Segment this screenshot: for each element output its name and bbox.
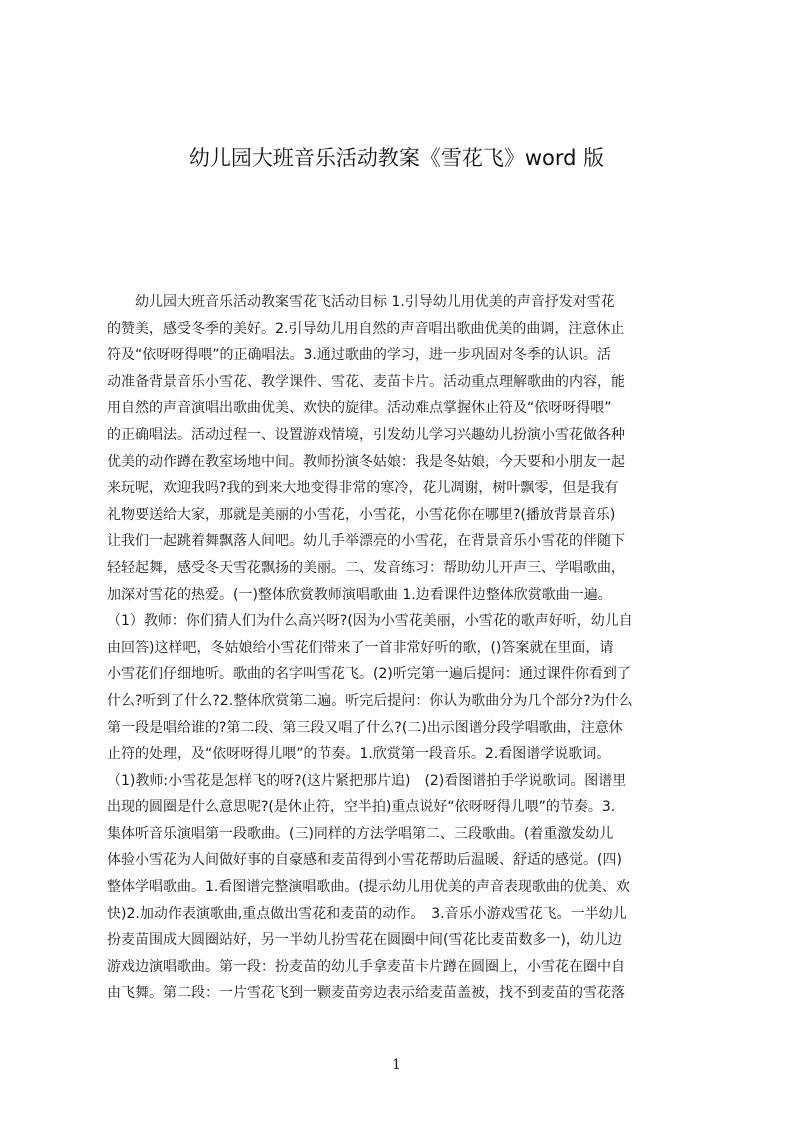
body-line: 符及“依呀呀得喂”的正确唱法。3.通过歌曲的学习，进一步巩固对冬季的认识。活 [107,347,611,364]
body-line: 让我们一起跳着舞飘落人间吧。幼儿手举漂亮的小雪花，在背景音乐小雪花的伴随下 [107,533,625,550]
body-line: 幼儿园大班音乐活动教案雪花飞活动目标 1.引导幼儿用优美的声音抒发对雪花 [107,294,615,310]
body-line: 游戏边演唱歌曲。第一段：扮麦苗的幼儿手拿麦苗卡片蹲在圆圈上，小雪花在圈中自 [107,958,625,975]
body-line: 体验小雪花为人间做好事的自豪感和麦苗得到小雪花帮助后温暖、舒适的感觉。(四) [107,852,622,869]
body-line: 优美的动作蹲在教室场地中间。教师扮演冬姑娘：我是冬姑娘，今天要和小朋友一起 [107,453,625,470]
body-line: 小雪花们仔细地听。歌曲的名字叫雪花飞。(2)听完第一遍后提问：通过课件你看到了 [107,666,631,683]
body-line: 快)2.加动作表演歌曲,重点做出雪花和麦苗的动作。 3.音乐小游戏雪花飞。一半幼儿 [107,905,627,922]
body-line: 第一段是唱给谁的?第二段、第三段又唱了什么?(二)出示图谱分段学唱歌曲，注意休 [107,719,623,736]
body-line: 由回答)这样吧，冬姑娘给小雪花们带来了一首非常好听的歌，()答案就在里面，请 [107,639,614,656]
body-line: 集体听音乐演唱第一段歌曲。(三)同样的方法学唱第二、三段歌曲。(着重激发幼儿 [107,825,614,842]
body-line: （1)教师:小雪花是怎样飞的呀?(这片紧把那片追) (2)看图谱拍手学说歌词。图谱里 [107,772,627,789]
body-line: 什么?听到了什么?2.整体欣赏第二遍。听完后提问：你认为歌曲分为几个部分?为什么 [107,692,633,709]
body-line: 由飞舞。第二段：一片雪花飞到一颗麦苗旁边表示给麦苗盖被，找不到麦苗的雪花落 [107,985,625,1002]
body-line: 动准备背景音乐小雪花、教学课件、雪花、麦苗卡片。活动重点理解歌曲的内容，能 [107,373,625,390]
body-line: 轻轻起舞，感受冬天雪花飘扬的美丽。二、发音练习：帮助幼儿开声三、学唱歌曲， [107,559,625,576]
body-line: 的正确唱法。活动过程一、设置游戏情境，引发幼儿学习兴趣幼儿扮演小雪花做各种 [107,426,625,443]
body-line: 加深对雪花的热爱。(一)整体欣赏教师演唱歌曲 1.边看课件边整体欣赏歌曲一遍。 [107,586,612,603]
document-title: 幼儿园大班音乐活动教案《雪花飞》word 版 [188,146,605,170]
body-line: （1）教师：你们猜人们为什么高兴呀?(因为小雪花美丽，小雪花的歌声好听，幼儿自 [107,613,633,630]
body-line: 礼物要送给大家，那就是美丽的小雪花，小雪花，小雪花你在哪里?(播放背景音乐) [107,506,616,523]
body-line: 用自然的声音演唱出歌曲优美、欢快的旋律。活动难点掌握休止符及“依呀呀得喂” [107,400,612,417]
body-line: 扮麦苗围成大圆圈站好，另一半幼儿扮雪花在圆圈中间(雪花比麦苗数多一)，幼儿边 [107,932,622,949]
body-line: 的赞美，感受冬季的美好。2.引导幼儿用自然的声音唱出歌曲优美的曲调，注意休止 [107,320,625,337]
body-line: 整体学唱歌曲。1.看图谱完整演唱歌曲。(提示幼儿用优美的声音表现歌曲的优美、欢 [107,879,630,896]
body-line: 来玩呢，欢迎我吗?我的到来大地变得非常的寒冷，花儿凋谢，树叶飘零，但是我有 [107,480,619,497]
document-body [107,289,697,1089]
body-line: 出现的圆圈是什么意思呢?(是休止符，空半拍)重点说好“依呀呀得儿喂”的节奏。3. [107,799,616,816]
page-number: 1 [392,1057,401,1073]
body-line: 止符的处理，及“依呀呀得儿喂”的节奏。1.欣赏第一段音乐。2.看图谱学说歌词。 [107,746,611,763]
